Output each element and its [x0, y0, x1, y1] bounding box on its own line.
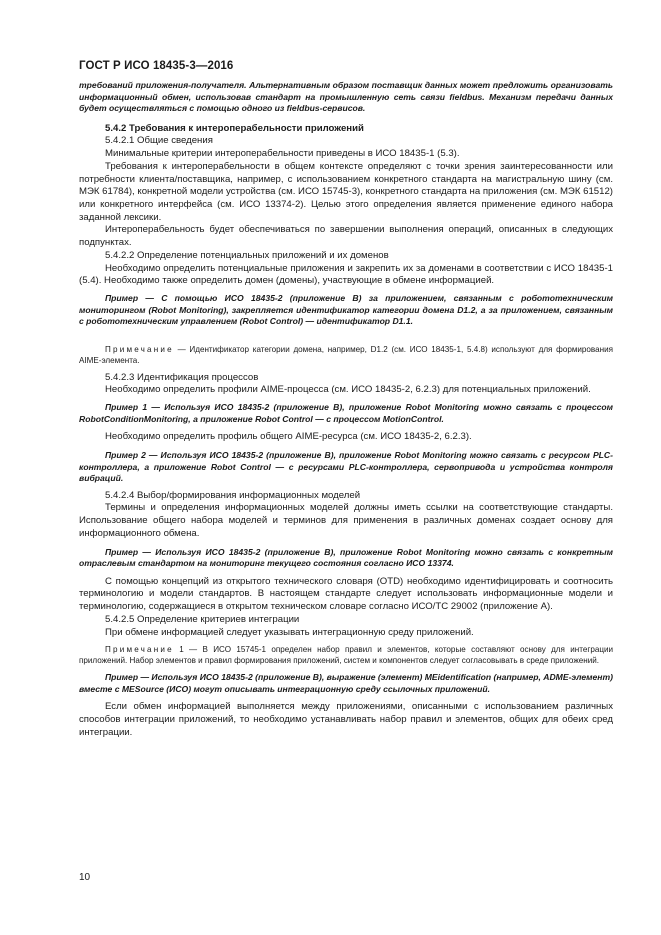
subsection-heading-5-4-2-2: 5.4.2.2 Определение потенциальных приложений и их доменов [105, 249, 389, 261]
paragraph: Необходимо определить профили AIME-процесса (см. ИСО 18435-2, 6.2.3) для потенциальных приложений. [105, 384, 591, 396]
example-1-paragraph: Пример 1 — Используя ИСО 18435-2 (приложение В), приложение Robot Monitoring можно связать с процессом RobotConditionMonitoring, а приложение Robot Control — с процессом MotionControl. [79, 402, 613, 424]
paragraph: Требования к интероперабельности в общем контексте определяют с точки зрения заинтересованности или потребности клиента/поставщика, например, с использованием конкретного стандарта на магистральную шину (см. МЭК 61784), конкретной модели устройства (см. ИСО 15745-3), конкретного стандарта на приложения (см. МЭК 61512) или конкретного интерфейса (см. ИСО 13374-2). Целью этого определения является применение единого набора заданной лексики. [79, 160, 613, 223]
paragraph: Интероперабельность будет обеспечиваться по завершении выполнения операций, описанных в следующих подпунктах. [79, 224, 613, 249]
note-label: Примечание [105, 645, 174, 655]
subsection-heading-5-4-2-5: 5.4.2.5 Определение критериев интеграции [105, 613, 300, 625]
subsection-heading-5-4-2-1: 5.4.2.1 Общие сведения [105, 135, 213, 147]
paragraph: Термины и определения информационных моделей должны иметь ссылки на соответствующие стандарты. Использование общего набора моделей и терминов для применения в различных доменах создает основу для информационного обмена. [79, 502, 613, 539]
paragraph: При обмене информацией следует указывать интеграционную среду приложений. [105, 626, 474, 638]
section-heading-5-4-2: 5.4.2 Требования к интероперабельности приложений [105, 122, 364, 134]
page-number: 10 [79, 872, 91, 883]
subsection-heading-5-4-2-3: 5.4.2.3 Идентификация процессов [105, 371, 259, 383]
note-1-paragraph [79, 644, 613, 666]
continued-paragraph: требований приложения-получателя. Альтернативным образом поставщик данных может предложить организовать информационный обмен, использовав стандарт на промышленную сеть связи fieldbus. Механизм передачи данных будет осуществляться с помощью одного из fieldbus-сервисов. [79, 80, 613, 114]
note-text: 1 — В ИСО 15745-1 определен набор правил и элементов, которые составляют основу для интеграции приложений. Набор элементов и правил формирования приложений, систем и компонентов следует согласовывать в среде приложений. [79, 645, 613, 666]
paragraph: Если обмен информацией выполняется между приложениями, описанными с использованием различных способов интеграции приложений, то необходимо устанавливать набор правил и элементов, общих для обеих сред интеграции. [79, 701, 613, 738]
example-paragraph: Пример — С помощью ИСО 18435-2 (приложение В) за приложением, связанным с робототехническим мониторингом (Robot Monitoring), закрепляется идентификатор категории домена D1.2, а за приложением, связанным с робототехническим управлением (Robot Control) — идентификатор D1.1. [79, 292, 613, 327]
subsection-heading-5-4-2-4: 5.4.2.4 Выбор/формирования информационных моделей [105, 489, 361, 501]
example-paragraph: Пример — Используя ИСО 18435-2 (приложение В), приложение Robot Monitoring можно связать с конкретным отраслевым стандартом на мониторинг текущего состояния согласно ИСО 13374. [79, 546, 613, 569]
note-label: Примечание [105, 344, 174, 354]
paragraph: Необходимо определить профиль общего AIME-ресурса (см. ИСО 18435-2, 6.2.3). [105, 431, 472, 443]
page-content [79, 80, 613, 740]
example-2-paragraph: Пример 2 — Используя ИСО 18435-2 (приложение В), приложение Robot Monitoring можно связать с ресурсом PLC-контроллера, а приложение Robot Control — с ресурсами PLC-контроллера, сервопривода и устройства контроля вибраций. [79, 450, 613, 484]
note-paragraph [79, 344, 613, 366]
paragraph: Необходимо определить потенциальные приложения и закрепить их за доменами в соответствии с ИСО 18435-1 (5.4). Необходимо также определить домен (домены), участвующие в обмене информацией. [79, 262, 613, 287]
paragraph: С помощью концепций из открытого технического словаря (OTD) необходимо идентифицировать и соотносить терминологию и модели стандартов. В настоящем стандарте следует использовать информационные модели и терминологию, содержащиеся в открытом техническом словаре согласно ИСО/ТС 29002 (приложение А). [79, 575, 613, 613]
paragraph: Минимальные критерии интероперабельности приведены в ИСО 18435-1 (5.3). [105, 148, 460, 160]
document-header: ГОСТ Р ИСО 18435-3—2016 [79, 60, 234, 72]
note-text: — Идентификатор категории домена, например, D1.2 (см. ИСО 18435-1, 5.4.8) используют для формирования AIME-элемента. [79, 344, 613, 365]
example-paragraph: Пример — Используя ИСО 18435-2 (приложение В), выражение (элемент) MEidentification (например, ADME-элемент) вместе с MESource (ИСО) могут описывать интеграционную среду ссылочных приложений. [79, 672, 614, 694]
